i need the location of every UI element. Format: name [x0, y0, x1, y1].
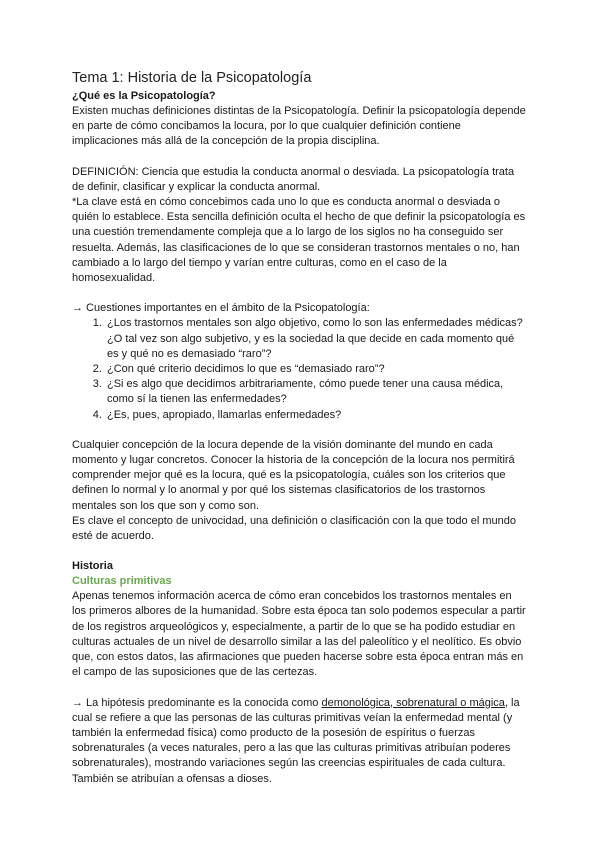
- univocity-paragraph: Es clave el concepto de univocidad, una definición o clasificación con la que todo el mundo esté de acuerdo.: [72, 514, 516, 543]
- document-page: [72, 70, 528, 787]
- spacer: [72, 681, 528, 696]
- question-item: 2. ¿Con qué criterio decidimos lo que es “demasiado raro”?: [105, 362, 528, 377]
- intro-heading: ¿Qué es la Psicopatología?: [72, 90, 216, 102]
- questions-heading: → Cuestiones importantes en el ámbito de la Psicopatología:: [72, 302, 370, 315]
- spacer: [72, 150, 528, 165]
- hypothesis-start: → La hipótesis predominante es la conocida como: [72, 696, 322, 709]
- primitive-cultures-heading: Culturas primitivas: [72, 575, 172, 588]
- conception-paragraph: Cualquier concepción de la locura depende de la visión dominante del mundo en cada momento y lugar concretos. Conocer la historia de la concepción de la locura nos permitirá comprender mejor qué es la locura, qué es la psicopatología, cuáles son los criterios que definen lo normal y lo anormal y por qué los sistemas clasificatorios de los trastornos mentales son los que son y como son.: [72, 438, 515, 512]
- spacer: [72, 286, 528, 301]
- spacer: [72, 423, 528, 438]
- hypothesis-term: demonológica, sobrenatural o mágica: [321, 696, 505, 709]
- intro-paragraph: Existen muchas definiciones distintas de la Psicopatología. Definir la psicopatología depende en parte de cómo concibamos la locura, por lo que cualquier definición contiene implicaciones más allá de la concepción de la propia disciplina.: [72, 105, 526, 148]
- question-item: 1. ¿Los trastornos mentales son algo objetivo, como lo son las enfermedades médicas? ¿O tal vez son algo subjetivo, y es la sociedad la que decide en cada momento qué es y qué no es demasiado “raro”?: [105, 316, 528, 362]
- definition-note-paragraph: *La clave está en cómo concebimos cada uno lo que es conducta anormal o desviada o quién lo establece. Esta sencilla definición oculta el hecho de que definir la psicopatología es una cuestión tremendamente compleja que a lo largo de los siglos no ha conseguido ser resuelta. Además, las clasificaciones de lo que se consideran trastornos mentales o no, han cambiado a lo largo del tiempo y varían entre culturas, como en el caso de la homosexualidad.: [72, 196, 526, 285]
- hypothesis-paragraph: [72, 696, 528, 787]
- spacer: [72, 544, 528, 559]
- question-item: 3. ¿Si es algo que decidimos arbitrariamente, cómo puede tener una causa médica, como sí la tienen las enfermedades?: [105, 377, 528, 407]
- questions-list: [72, 316, 528, 422]
- history-heading: Historia: [72, 560, 113, 573]
- hypothesis-end: , la cual se refiere a que las personas de las culturas primitivas veían la enfermedad mental (y también la enfermedad física) como producto de la posesión de espíritus o fuerzas sobrenaturales (a veces naturales, pero a las que las culturas primitivas atribuían poderes sobrenaturales), mostrando variaciones según las creencias espirituales de cada cultura. También se atribuían a ofensas a dioses.: [72, 696, 520, 785]
- question-item: 4. ¿Es, pues, apropiado, llamarlas enfermedades?: [105, 408, 528, 423]
- definition-paragraph: DEFINICIÓN: Ciencia que estudia la conducta anormal o desviada. La psicopatología trata de definir, clasificar y explicar la conducta anormal.: [72, 165, 515, 193]
- history-paragraph: Apenas tenemos información acerca de cómo eran concebidos los trastornos mentales en los primeros albores de la humanidad. Sobre esta época tan solo podemos especular a partir de los registros arqueológicos y, especialmente, a partir de lo que se ha podido estudiar en culturas actuales de un nivel de desarrollo similar a las del paleolítico y el neolítico. Es obvio que, con estos datos, las afirmaciones que pueden hacerse sobre esta época entran más en el campo de las suposiciones que de las certezas.: [72, 590, 526, 679]
- document-title: Tema 1: Historia de la Psicopatología: [72, 70, 312, 86]
